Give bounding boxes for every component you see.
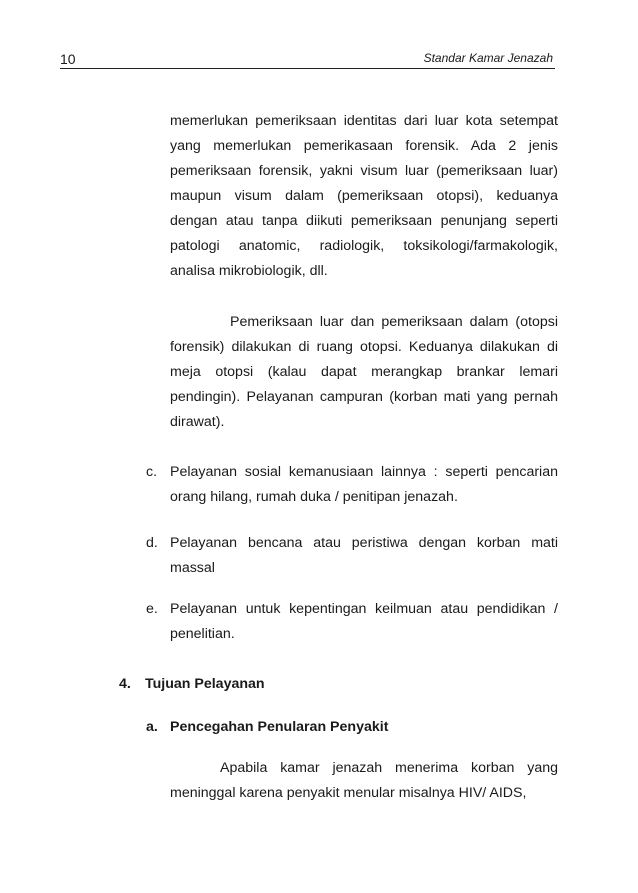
list-item-text: Pelayanan bencana atau peristiwa dengan korban mati massal bbox=[170, 535, 558, 576]
running-title: Standar Kamar Jenazah bbox=[423, 51, 553, 65]
paragraph-forensic-exam: memerlukan pemeriksaan identitas dari luar kota setempat yang memerlukan pemerikasaan forensik. Ada 2 jenis pemeriksaan forensik, yakni visum luar (pemeriksaan luar) maupun visum dalam (pemeriksaan otopsi), keduanya dengan atau tanpa diikuti pemeriksaan penunjang seperti patologi anatomic, radiologik, toksikologi/farmakologik, analisa mikrobiologik, dll. bbox=[170, 113, 558, 279]
section-heading bbox=[119, 672, 265, 697]
subsection-title: Pencegahan Penularan Penyakit bbox=[170, 719, 389, 735]
list-marker: c. bbox=[146, 464, 158, 480]
list-item-text: Pelayanan sosial kemanusiaan lainnya : seperti pencarian orang hilang, rumah duka / penitipan jenazah. bbox=[170, 464, 558, 505]
section-number: 4. bbox=[119, 676, 131, 692]
paragraph-infectious-disease: Apabila kamar jenazah menerima korban yang meninggal karena penyakit menular misalnya HIV/ AIDS, bbox=[170, 760, 558, 801]
list-item-text: Pelayanan untuk kepentingan keilmuan atau pendidikan / penelitian. bbox=[170, 601, 558, 642]
page-number: 10 bbox=[60, 51, 76, 67]
page-header bbox=[60, 48, 555, 69]
paragraph-autopsy-room: Pemeriksaan luar dan pemeriksaan dalam (otopsi forensik) dilakukan di ruang otopsi. Keduanya dilakukan di meja otopsi (kalau dapat merangkap brankar lemari pendingin). Pelayanan campuran (korban mati yang pernah dirawat). bbox=[170, 314, 558, 430]
list-marker: e. bbox=[146, 601, 158, 617]
list-marker: d. bbox=[146, 535, 158, 551]
subsection-number: a. bbox=[146, 719, 158, 735]
section-title: Tujuan Pelayanan bbox=[145, 676, 265, 692]
subsection-heading bbox=[146, 715, 388, 740]
